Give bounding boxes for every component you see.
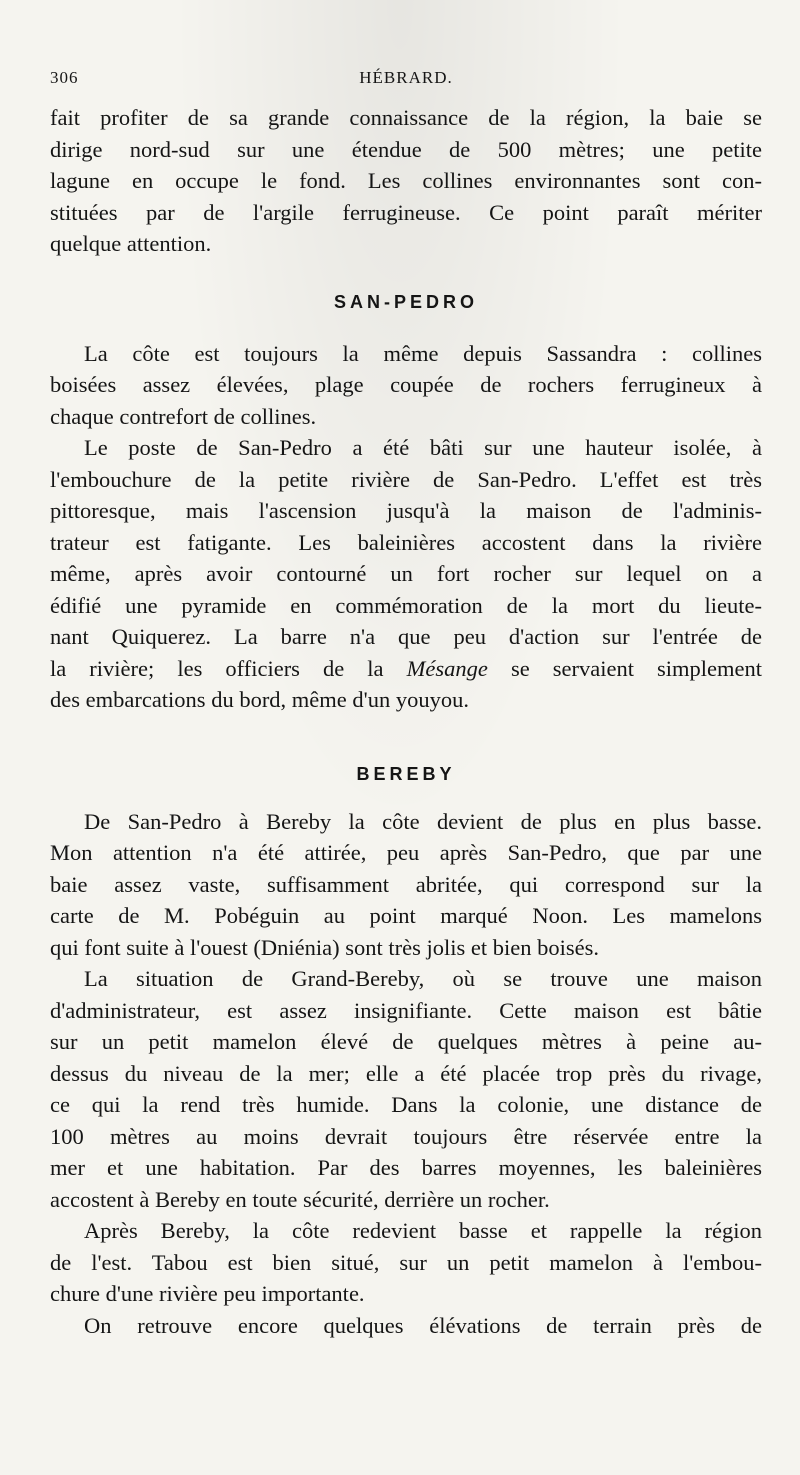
- paragraph: [50, 432, 762, 716]
- body-text: [50, 102, 762, 1341]
- paragraph: [50, 1310, 762, 1342]
- text-segment: la rivière; les officiers de la: [50, 655, 384, 681]
- text-line: d'administrateur, est assez insignifiante. Cette maison est bâtie: [50, 997, 762, 1023]
- text-line: 100 mètres au moins devrait toujours être réservée entre la: [50, 1123, 762, 1149]
- text-line: accostent à Bereby en toute sécurité, derrière un rocher.: [50, 1186, 550, 1212]
- text-line: des embarcations du bord, même d'un youyou.: [50, 687, 469, 712]
- paragraph: [50, 1215, 762, 1310]
- text-line: La côte est toujours la même depuis Sassandra : collines: [84, 340, 762, 366]
- text-line: La situation de Grand-Bereby, où se trouve une maison: [84, 966, 762, 991]
- running-title: HÉBRARD.: [359, 68, 453, 87]
- text-line: fait profiter de sa grande connaissance de la région, la baie se: [50, 105, 762, 130]
- text-line: de l'est. Tabou est bien situé, sur un petit mamelon à l'embou-: [50, 1249, 762, 1275]
- text-line-with-ship-name: [50, 653, 762, 685]
- text-line: pittoresque, mais l'ascension jusqu'à la maison de l'adminis-: [50, 498, 762, 523]
- text-line: dirige nord-sud sur une étendue de 500 mètres; une petite: [50, 136, 762, 162]
- paragraph: [50, 806, 762, 964]
- text-line: trateur est fatigante. Les baleinières accostent dans la rivière: [50, 529, 762, 555]
- text-line: boisées assez élevées, plage coupée de rochers ferrugineux à: [50, 372, 762, 397]
- text-line: quelque attention.: [50, 231, 212, 256]
- ship-name: Mésange: [406, 655, 488, 681]
- text-line: chure d'une rivière peu importante.: [50, 1281, 365, 1306]
- text-line: Mon attention n'a été attirée, peu après San-Pedro, que par une: [50, 840, 762, 865]
- text-line: On retrouve encore quelques élévations de terrain près de: [84, 1312, 762, 1338]
- paragraph: [50, 102, 762, 260]
- paragraph: [50, 338, 762, 433]
- text-line: ce qui la rend très humide. Dans la colonie, une distance de: [50, 1092, 762, 1117]
- text-line: l'embouchure de la petite rivière de San-Pedro. L'effet est très: [50, 466, 762, 492]
- text-line: nant Quiquerez. La barre n'a que peu d'action sur l'entrée de: [50, 624, 762, 649]
- text-line: mer et une habitation. Par des barres moyennes, les baleinières: [50, 1155, 762, 1180]
- text-line: lagune en occupe le fond. Les collines environnantes sont con-: [50, 168, 762, 193]
- text-line: chaque contrefort de collines.: [50, 403, 317, 429]
- text-line: baie assez vaste, suffisamment abritée, qui correspond sur la: [50, 871, 762, 897]
- text-line: carte de M. Pobéguin au point marqué Noon. Les mamelons: [50, 903, 762, 928]
- text-segment: se servaient simplement: [510, 655, 762, 681]
- section-heading-bereby: BEREBY: [356, 763, 456, 784]
- running-head: [50, 68, 762, 92]
- page-number: 306: [50, 68, 79, 87]
- text-line: même, après avoir contourné un fort rocher sur lequel on a: [50, 561, 762, 586]
- text-line: sur un petit mamelon élevé de quelques mètres à peine au-: [50, 1029, 762, 1054]
- text-line: De San-Pedro à Bereby la côte devient de plus en plus basse.: [84, 808, 762, 834]
- text-line: stituées par de l'argile ferrugineuse. Ce point paraît mériter: [50, 199, 762, 225]
- text-line: Le poste de San-Pedro a été bâti sur une hauteur isolée, à: [84, 435, 762, 460]
- text-line: dessus du niveau de la mer; elle a été placée trop près du rivage,: [50, 1060, 762, 1086]
- text-line: Après Bereby, la côte redevient basse et rappelle la région: [84, 1218, 762, 1243]
- text-line: qui font suite à l'ouest (Dniénia) sont très jolis et bien boisés.: [50, 934, 599, 960]
- text-line: édifié une pyramide en commémoration de la mort du lieute-: [50, 592, 762, 618]
- section-heading-san-pedro: SAN-PEDRO: [333, 291, 478, 312]
- paragraph: [50, 963, 762, 1215]
